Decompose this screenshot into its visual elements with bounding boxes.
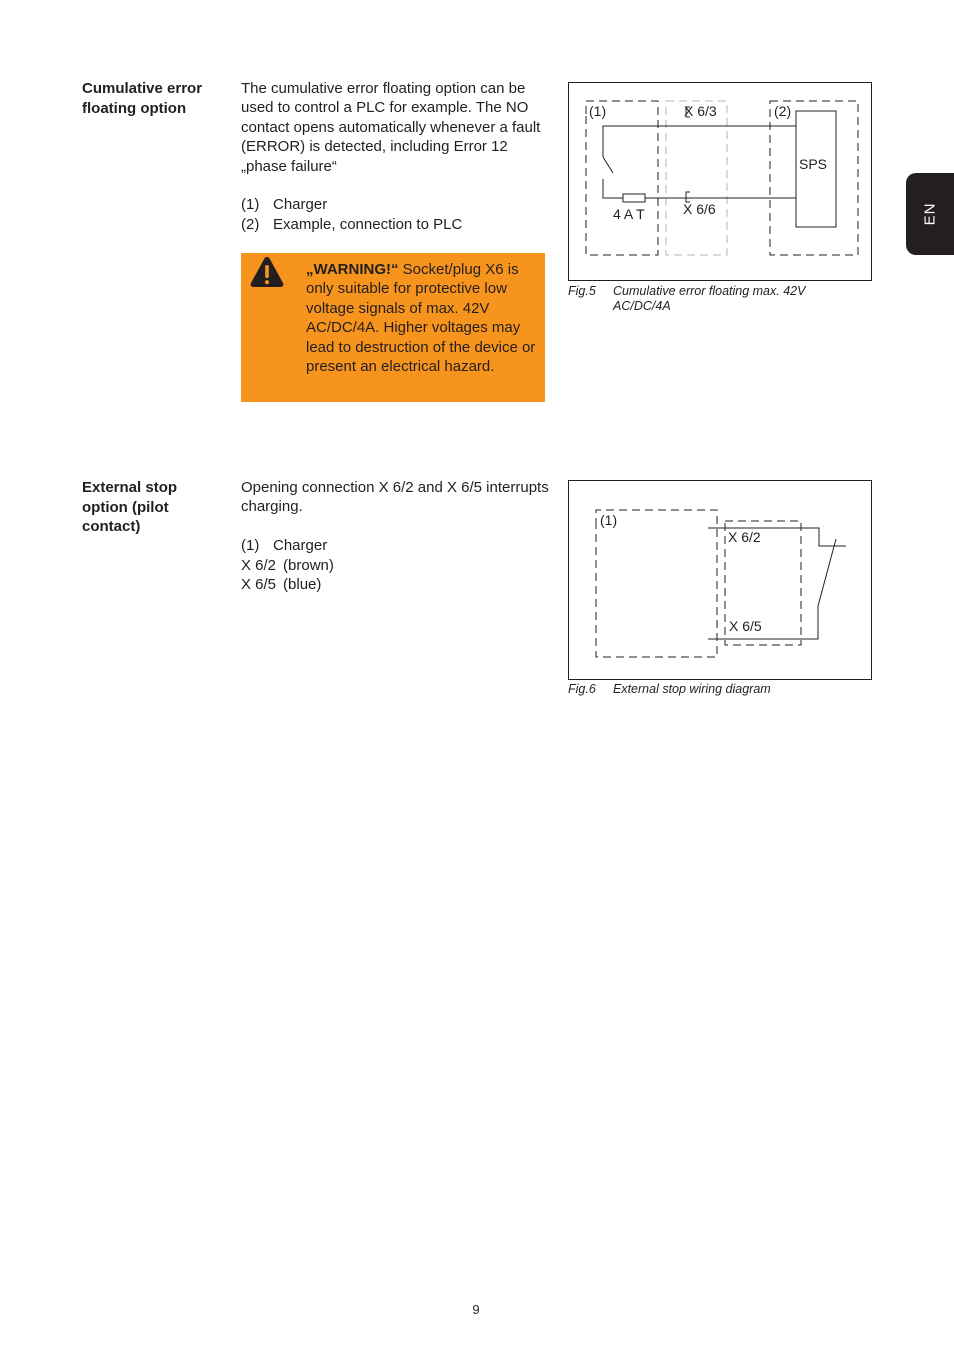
warning-message: Socket/plug X6 is only suitable for protective low voltage signals of max. 42V AC/DC/4A. Higher voltages may lead to destruction of the device or present an electrical hazard.	[306, 261, 536, 376]
label-pin-x62: X 6/2	[728, 529, 761, 545]
legend-num: X 6/5	[241, 576, 277, 594]
figure-5-caption	[568, 284, 872, 314]
switch-contact	[603, 157, 613, 173]
figure-5-diagram	[569, 83, 871, 280]
label-charger: (1)	[600, 512, 618, 528]
legend-item	[241, 575, 551, 594]
heading-line: contact)	[82, 518, 141, 535]
legend-item	[241, 536, 551, 555]
label-pin-x65: X 6/5	[729, 618, 762, 634]
legend-text: Example, connection to PLC	[273, 215, 463, 233]
page-number: 9	[472, 1302, 480, 1317]
label-fuse: 4 A T	[613, 206, 645, 222]
label-sps: SPS	[799, 156, 828, 172]
heading-line: Cumulative error	[82, 80, 203, 97]
figure-6-frame	[568, 480, 872, 680]
section-heading-external-stop	[82, 478, 232, 537]
charger-box	[586, 101, 658, 255]
language-tab	[906, 173, 954, 255]
section-heading-cumulative-error	[82, 79, 232, 118]
switch-wire-lower	[603, 179, 623, 198]
legend-text: (brown)	[283, 556, 334, 574]
language-tab-label: EN	[921, 202, 939, 226]
caption-text: External stop wiring diagram	[613, 682, 771, 696]
label-pin-x66: X 6/6	[683, 201, 716, 217]
legend-num: (1)	[241, 196, 260, 214]
section1-body	[241, 79, 551, 234]
fuse	[623, 194, 645, 202]
switch-contact	[818, 539, 836, 606]
caption-text: Cumulative error floating max. 42V	[613, 284, 806, 298]
legend-text: Charger	[273, 196, 328, 214]
legend-num: (2)	[241, 215, 260, 233]
top-wire	[603, 126, 796, 157]
label-plc: (2)	[774, 103, 792, 119]
heading-line: External stop	[82, 479, 178, 496]
heading-line: option (pilot	[82, 498, 169, 516]
label-charger: (1)	[589, 103, 607, 119]
legend-num: (1)	[241, 537, 260, 555]
heading-line: floating option	[82, 99, 187, 117]
legend-item	[241, 195, 551, 214]
charger-box	[596, 510, 717, 657]
legend-num: X 6/2	[241, 556, 277, 574]
section1-paragraph: The cumulative error floating option can be used to control a PLC for example. The NO contact opens automatically whenever a fault (ERROR) is detected, including Error 12 „phase failure“	[241, 80, 541, 175]
section2-paragraph: Opening connection X 6/2 and X 6/5 interrupts charging.	[241, 479, 549, 516]
figure-6-diagram	[569, 481, 871, 679]
plc-box	[770, 101, 858, 255]
connector-box	[666, 101, 727, 255]
caption-text: AC/DC/4A	[613, 299, 671, 313]
legend-text: (blue)	[283, 576, 322, 594]
warning-text	[306, 260, 538, 376]
legend-item	[241, 556, 551, 575]
label-pin-x63: X 6/3	[684, 103, 717, 119]
warning-box	[241, 253, 545, 402]
warning-label: „WARNING!“	[306, 261, 399, 278]
figure-5-frame	[568, 82, 872, 281]
caption-number: Fig.6	[568, 682, 596, 696]
warning-triangle-icon	[250, 256, 284, 288]
section2-body	[241, 478, 551, 594]
legend-item	[241, 215, 551, 234]
legend-text: Charger	[273, 537, 328, 555]
figure-6-caption	[568, 682, 872, 697]
caption-number: Fig.5	[568, 284, 596, 298]
